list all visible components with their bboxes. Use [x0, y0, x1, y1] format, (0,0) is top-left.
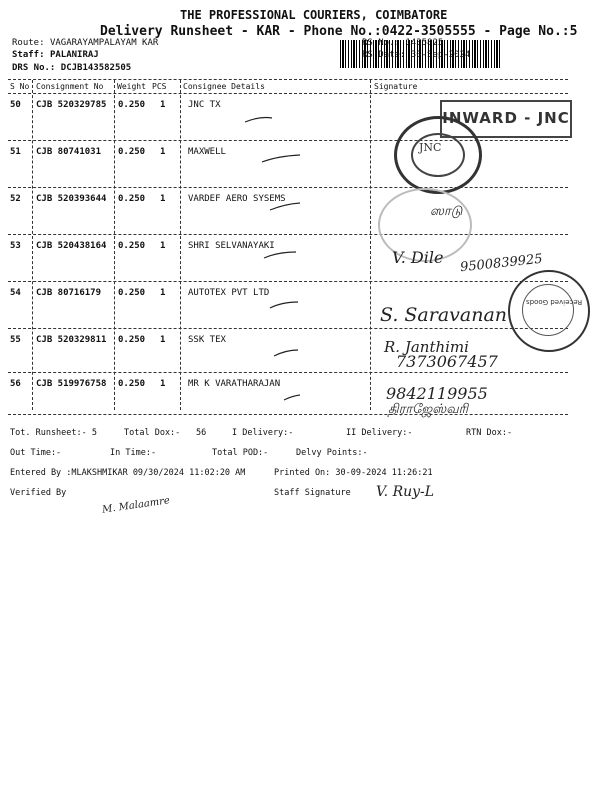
row-weight: 0.250 — [118, 241, 146, 251]
row-sno: 56 — [10, 379, 21, 389]
row-weight: 0.250 — [118, 147, 146, 157]
row-consignment: CJB 80716179 — [36, 288, 102, 298]
row-pcs: 1 — [160, 241, 166, 251]
rs-no-line — [362, 38, 443, 48]
row-consignee: JNC TX — [188, 100, 221, 110]
signature-row53: V. Dile — [392, 248, 444, 267]
i-delivery: I Delivery:- — [232, 428, 294, 438]
drs-label: DRS No.: — [12, 63, 56, 73]
total-dox-value: 56 — [196, 428, 207, 438]
drs-value: DCJB143582505 — [60, 63, 132, 73]
phone-row53: 9500839925 — [459, 251, 544, 276]
signature-row55: R. Janthimi — [384, 338, 469, 356]
seal-text: JNC — [419, 141, 442, 154]
col-header-pcs: PCS — [152, 82, 167, 91]
inward-stamp: INWARD - JNC — [440, 100, 572, 138]
row-sno: 52 — [10, 194, 21, 204]
table-bottom-rule — [8, 414, 568, 415]
total-pod: Total POD:- — [212, 448, 269, 458]
row-pcs: 1 — [160, 379, 166, 389]
tick-marks — [240, 110, 300, 410]
row-consignment: CJB 520329811 — [36, 335, 107, 345]
row-pcs: 1 — [160, 147, 166, 157]
col-header-consignment: Consignment No — [36, 82, 104, 91]
col-divider — [114, 80, 115, 410]
tick-mark — [270, 203, 300, 210]
row-pcs: 1 — [160, 194, 166, 204]
row-pcs: 1 — [160, 288, 166, 298]
row-consignee: MR K VARATHARAJAN — [188, 379, 281, 389]
printed-on: Printed On: 30-09-2024 11:26:21 — [274, 468, 433, 478]
row-consignee: VARDEF AERO SYSEMS — [188, 194, 286, 204]
row-weight: 0.250 — [118, 194, 146, 204]
tick-mark — [262, 155, 300, 162]
route-label: Route: — [12, 38, 45, 48]
total-dox-label: Total Dox:- — [124, 428, 181, 438]
staff-signature-label: Staff Signature — [274, 488, 351, 498]
rs-date-value: 30-Sep-2024 — [410, 50, 471, 60]
drs-line — [12, 63, 131, 73]
col-header-consignee: Consignee Details — [183, 82, 265, 91]
rs-no-value: 1435825 — [405, 38, 444, 48]
company-title: THE PROFESSIONAL COURIERS, COIMBATORE — [180, 8, 448, 22]
tick-mark — [284, 395, 300, 400]
col-divider — [32, 80, 33, 410]
signature-row56: திராஜேஸ்வரி — [388, 402, 468, 417]
ii-delivery: II Delivery:- — [346, 428, 413, 438]
row-sno: 53 — [10, 241, 21, 251]
staff-line — [12, 50, 99, 60]
tick-mark — [264, 252, 296, 258]
row-sno: 54 — [10, 288, 21, 298]
seal-inner-ring — [522, 284, 574, 336]
route-value: VAGARAYAMPALAYAM KAR — [49, 38, 159, 48]
seal-text: Received Goods — [526, 298, 583, 306]
table-top-rule — [8, 79, 568, 80]
row-sno: 50 — [10, 100, 21, 110]
row-consignment: CJB 519976758 — [36, 379, 107, 389]
phone-row56: 9842119955 — [386, 384, 488, 403]
staff-signature: V. Ruy-L — [376, 484, 435, 500]
col-header-weight: Weight — [117, 82, 146, 91]
tick-mark — [245, 118, 272, 123]
rs-date-line — [362, 50, 470, 60]
row-consignment: CJB 80741031 — [36, 147, 102, 157]
seal-inner-ring — [411, 133, 465, 177]
row-consignment: CJB 520393644 — [36, 194, 107, 204]
row-consignee: MAXWELL — [188, 147, 226, 157]
row-weight: 0.250 — [118, 288, 146, 298]
delvy-points: Delvy Points:- — [296, 448, 368, 458]
staff-value: PALANIRAJ — [49, 50, 99, 60]
entered-by: Entered By :MLAKSHMIKAR 09/30/2024 11:02:20 AM — [10, 468, 246, 478]
row-consignee: SSK TEX — [188, 335, 226, 345]
row-consignee: SHRI SELVANAYAKI — [188, 241, 275, 251]
row-pcs: 1 — [160, 100, 166, 110]
row-consignment: CJB 520329785 — [36, 100, 107, 110]
rs-date-label: RS Date: — [362, 50, 406, 60]
row-weight: 0.250 — [118, 335, 146, 345]
staff-label: Staff: — [12, 50, 45, 60]
col-header-signature: Signature — [374, 82, 418, 91]
signature-row52: ஸாடு — [430, 204, 463, 219]
row-pcs: 1 — [160, 335, 166, 345]
route-line — [12, 38, 158, 48]
row-weight: 0.250 — [118, 100, 146, 110]
signature-row54: S. Saravanan — [380, 304, 508, 326]
tick-mark — [274, 350, 298, 356]
col-divider — [180, 80, 181, 410]
row-consignment: CJB 520438164 — [36, 241, 107, 251]
row-weight: 0.250 — [118, 379, 146, 389]
company-seal — [394, 116, 482, 194]
phone-row55: 7373067457 — [396, 352, 498, 371]
rs-no-label: RS No.: — [362, 38, 400, 48]
out-time: Out Time:- — [10, 448, 62, 458]
in-time: In Time:- — [110, 448, 157, 458]
row-sno: 55 — [10, 335, 21, 345]
row-consignee: AUTOTEX PVT LTD — [188, 288, 270, 298]
verifier-signature: M. Malaamre — [101, 495, 171, 516]
rtn-dox: RTN Dox:- — [466, 428, 513, 438]
runsheet-subtitle: Delivery Runsheet - KAR - Phone No.:0422-3505555 - Page No.:5 — [100, 24, 578, 39]
goods-received-seal — [508, 270, 590, 352]
col-header-sno: S No — [10, 82, 30, 91]
table-header-rule — [8, 93, 568, 94]
col-divider — [370, 80, 371, 410]
verified-by: Verified By — [10, 488, 67, 498]
row-sno: 51 — [10, 147, 21, 157]
tot-runsheet: Tot. Runsheet:- 5 — [10, 428, 97, 438]
tick-mark — [270, 302, 298, 308]
